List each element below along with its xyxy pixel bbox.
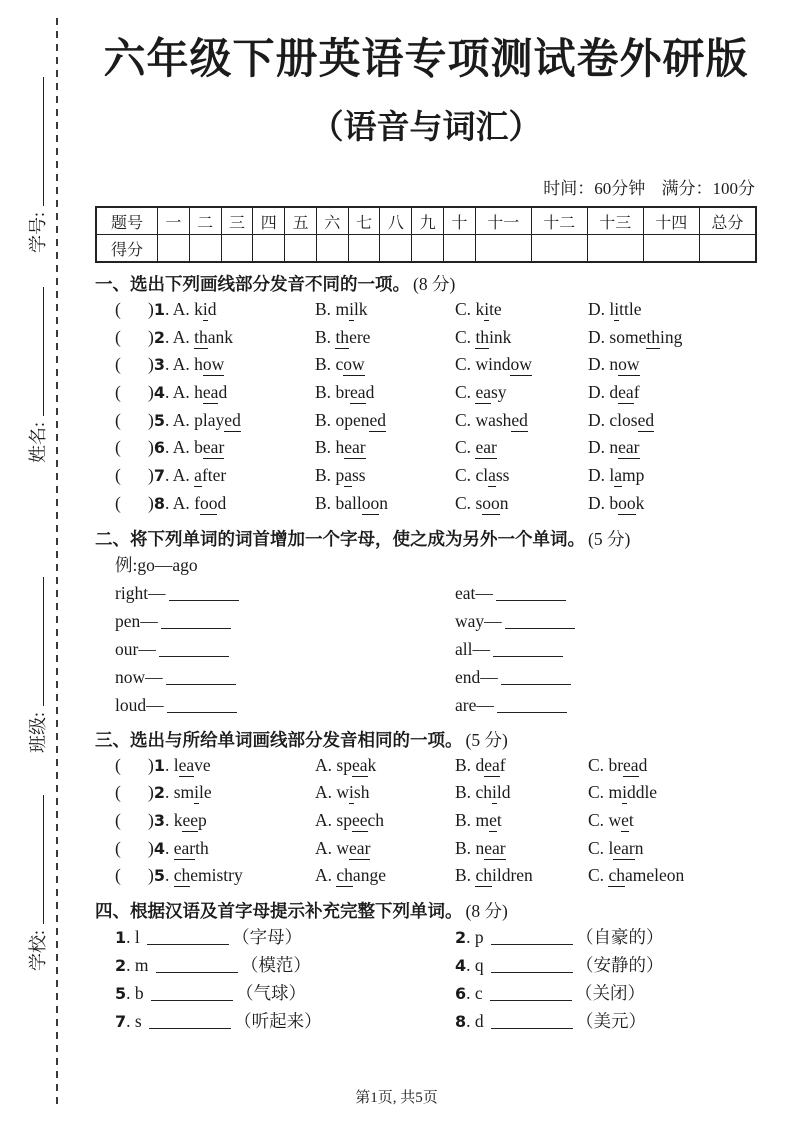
score-table-header-row: [96, 207, 756, 235]
fill-row: [95, 1007, 757, 1035]
option-A: A. wish: [315, 782, 370, 803]
underlined-letters: oo: [361, 492, 380, 513]
option-B: B. cow: [315, 354, 365, 375]
score-cell-empty: [285, 235, 317, 263]
answer-blank: [496, 586, 566, 601]
option-D: D. something: [588, 326, 683, 347]
sidebar-field-label: 姓名:: [28, 421, 48, 463]
word-pair-row: [95, 691, 757, 719]
underlined-letters: a: [194, 465, 202, 486]
question-stem: )4. earth: [148, 837, 209, 858]
option-C: C. window: [455, 354, 532, 375]
underlined-letters: i: [484, 299, 490, 319]
word-pair-row: [95, 635, 757, 663]
score-cell-empty: [412, 235, 444, 263]
option-B: B. pass: [315, 465, 366, 486]
question-stem: )3. keep: [148, 809, 207, 830]
chinese-hint: （气球）: [236, 982, 307, 1003]
score-cell-empty: [587, 235, 643, 263]
option-C: C. learn: [588, 837, 644, 858]
answer-blank: [501, 670, 571, 685]
answer-blank: [149, 1014, 231, 1029]
score-col-4: 四: [253, 207, 285, 235]
score-cell-empty: [189, 235, 221, 263]
chinese-hint: （字母）: [232, 926, 303, 947]
word-pair: way—: [455, 607, 757, 635]
sidebar-field-student-name: [24, 287, 50, 463]
answer-bracket: (: [115, 382, 121, 403]
section-points: (5 分): [465, 729, 508, 750]
underlined-letters: a: [344, 465, 352, 486]
fill-item: 6. c （关闭）: [455, 982, 646, 1003]
underlined-letters: ow: [510, 354, 532, 375]
word-pair: all—: [455, 635, 757, 663]
write-in-line: [29, 77, 44, 206]
question-number: 3: [153, 810, 165, 830]
option-C: C. middle: [588, 782, 658, 803]
underlined-letters: ea: [618, 382, 634, 403]
sidebar-field-student-id: [24, 77, 50, 253]
underlined-letters: ear: [344, 437, 366, 458]
answer-bracket: (: [115, 299, 121, 319]
underlined-letters: oo: [482, 492, 500, 513]
option-C: C. kite: [455, 299, 502, 319]
question-number: 8: [455, 1011, 467, 1031]
word-pair-row: [95, 607, 757, 635]
word-pair: now—: [115, 663, 455, 691]
word-pair: pen—: [115, 607, 455, 635]
option-B: B. opened: [315, 409, 386, 430]
fill-item: 1. l （字母）: [115, 926, 303, 947]
score-cell-empty: [316, 235, 348, 263]
fill-row: [95, 951, 757, 979]
fill-row: [95, 979, 757, 1007]
sidebar-field-class: [24, 577, 50, 753]
score-col-7: 七: [348, 207, 380, 235]
score-col-12: 十二: [531, 207, 587, 235]
underlined-letters: ow: [618, 354, 640, 375]
question-stem: )8. A. food: [148, 492, 227, 513]
underlined-letters: th: [194, 326, 208, 347]
answer-blank: [147, 930, 229, 945]
question-stem: )1. leave: [148, 754, 211, 775]
score-col-13: 十三: [587, 207, 643, 235]
answer-blank: [159, 642, 229, 657]
underlined-letters: ch: [608, 865, 625, 886]
answer-blank: [505, 614, 575, 629]
section-heading: [95, 898, 757, 923]
chinese-hint: （听起来）: [234, 1010, 322, 1031]
answer-bracket: (: [115, 492, 121, 513]
underlined-letters: ea: [350, 382, 366, 403]
question-number: 5: [153, 866, 165, 886]
question-row: [95, 351, 757, 379]
page-subtitle: （语音与词汇）: [310, 110, 542, 146]
underlined-letters: i: [614, 299, 620, 319]
question-number: 1: [153, 755, 165, 775]
underlined-letters: a: [614, 465, 623, 486]
word-pair: right—: [115, 579, 455, 607]
option-B: B. bread: [315, 382, 375, 403]
question-stem: )4. A. head: [148, 382, 228, 403]
answer-blank: [493, 642, 563, 657]
score-cell-empty: [253, 235, 285, 263]
option-C: C. washed: [455, 409, 528, 430]
underlined-letters: ea: [351, 754, 368, 775]
option-C: C. think: [455, 326, 512, 347]
sidebar-field-label: 学号:: [28, 211, 48, 253]
option-D: D. book: [588, 492, 645, 513]
chinese-hint: （模范）: [240, 954, 311, 975]
underlined-letters: i: [622, 782, 627, 803]
chinese-hint: （关闭）: [575, 982, 646, 1003]
section-points: (8 分): [413, 274, 456, 294]
underlined-letters: ear: [613, 837, 635, 858]
word-pair-row: [95, 663, 757, 691]
underlined-letters: ea: [484, 754, 500, 775]
question-stem: )3. A. how: [148, 354, 225, 375]
option-C: C. easy: [455, 382, 507, 403]
answer-blank: [156, 958, 238, 973]
question-row: [95, 296, 757, 324]
underlined-letters: ed: [511, 409, 528, 430]
underlined-letters: ch: [173, 865, 191, 886]
question-stem: )2. smile: [148, 782, 212, 803]
sidebar-field-school: [24, 795, 50, 971]
question-number: 8: [153, 493, 165, 513]
question-row: [95, 779, 757, 807]
score-col-9: 九: [412, 207, 444, 235]
time-limit-label: 时间：60分钟: [543, 179, 646, 198]
answer-blank: [167, 698, 237, 713]
page-title: 六年级下册英语专项测试卷外研版: [103, 37, 749, 83]
question-row: [95, 434, 757, 462]
fill-item: 8. d （美元）: [455, 1010, 647, 1031]
fill-item: 5. b （气球）: [115, 982, 307, 1003]
option-B: B. near: [455, 837, 506, 858]
word-pair: our—: [115, 635, 455, 663]
section-2: [95, 526, 757, 719]
question-stem: )6. A. bear: [148, 437, 225, 458]
underlined-letters: th: [646, 326, 660, 347]
score-table: [95, 206, 757, 263]
option-A: A. change: [315, 865, 386, 886]
question-row: [95, 324, 757, 352]
full-score-label: 满分：100分: [661, 179, 755, 198]
underlined-letters: ear: [475, 437, 497, 458]
question-number: 2: [153, 327, 165, 347]
answer-bracket: (: [115, 754, 121, 775]
underlined-letters: ea: [623, 754, 639, 775]
question-stem: )5. A. played: [148, 409, 241, 430]
answer-blank: [491, 958, 573, 973]
underlined-letters: ea: [178, 754, 195, 775]
score-cell-empty: [531, 235, 587, 263]
chinese-hint: （美元）: [576, 1010, 647, 1031]
answer-bracket: (: [115, 865, 121, 886]
underlined-letters: ear: [484, 837, 506, 858]
score-cell-empty: [221, 235, 253, 263]
answer-bracket: (: [115, 782, 121, 803]
option-C: C. bread: [588, 754, 648, 775]
underlined-letters: a: [488, 465, 496, 486]
option-C: C. ear: [455, 437, 497, 458]
question-stem: )7. A. after: [148, 465, 227, 486]
word-pair: end—: [455, 663, 757, 691]
sidebar-field-label: 班级:: [28, 711, 48, 753]
word-pair: are—: [455, 691, 757, 719]
underlined-letters: i: [202, 299, 208, 319]
section-points: (5 分): [588, 528, 631, 549]
underlined-letters: i: [491, 782, 497, 803]
question-number: 4: [455, 955, 467, 975]
answer-bracket: (: [115, 837, 121, 858]
score-cell-empty: [699, 235, 756, 263]
underlined-letters: ea: [202, 382, 219, 403]
score-col-3: 三: [221, 207, 253, 235]
option-A: A. speech: [315, 809, 385, 830]
option-A: A. wear: [315, 837, 371, 858]
score-cell-empty: [380, 235, 412, 263]
fill-item: 4. q （安静的）: [455, 954, 664, 975]
option-C: C. wet: [588, 809, 634, 830]
section-heading: [95, 271, 757, 296]
score-label: 得分: [96, 235, 158, 263]
word-pair: loud—: [115, 691, 455, 719]
question-number: 4: [153, 838, 165, 858]
underlined-letters: oo: [199, 492, 218, 513]
section-heading: [95, 727, 757, 752]
underlined-letters: e: [621, 809, 629, 830]
underlined-letters: ee: [182, 809, 199, 830]
question-number: 5: [153, 410, 165, 430]
question-row: [95, 379, 757, 407]
question-number: 4: [153, 383, 165, 403]
question-stem: )2. A. thank: [148, 326, 234, 347]
write-in-line: [29, 287, 44, 416]
question-number: 7: [153, 466, 165, 486]
option-B: B. hear: [315, 437, 366, 458]
option-B: B. there: [315, 326, 371, 347]
underlined-letters: e: [489, 809, 497, 830]
option-C: C. chameleon: [588, 865, 685, 886]
option-D: D. lamp: [588, 465, 645, 486]
question-number: 2: [115, 955, 127, 975]
option-C: C. class: [455, 465, 510, 486]
option-D: D. now: [588, 354, 640, 375]
score-table-score-row: [96, 235, 756, 263]
answer-bracket: (: [115, 437, 121, 458]
score-cell-empty: [444, 235, 476, 263]
score-col-11: 十一: [475, 207, 531, 235]
option-B: B. deaf: [455, 754, 506, 775]
question-row: [95, 490, 757, 518]
section-title: 三、选出与所给单词画线部分发音相同的一项。: [95, 730, 463, 751]
underlined-letters: i: [194, 782, 200, 803]
fill-item: 7. s （听起来）: [115, 1010, 322, 1031]
sidebar-field-label: 学校:: [28, 929, 48, 971]
question-number: 6: [153, 438, 165, 458]
question-number: 5: [115, 983, 127, 1003]
option-B: B. child: [455, 782, 511, 803]
answer-blank: [166, 670, 236, 685]
option-B: B. met: [455, 809, 502, 830]
question-number: 1: [153, 300, 165, 319]
answer-bracket: (: [115, 465, 121, 486]
write-in-line: [29, 577, 44, 706]
section-4: [95, 898, 757, 1035]
score-col-6: 六: [316, 207, 348, 235]
score-cell-empty: [643, 235, 699, 263]
score-col-10: 十: [444, 207, 476, 235]
underlined-letters: ea: [475, 382, 491, 403]
underlined-letters: ed: [224, 409, 241, 430]
question-row: [95, 835, 757, 863]
answer-blank: [491, 930, 573, 945]
underlined-letters: i: [349, 782, 354, 803]
underlined-letters: th: [475, 326, 490, 347]
question-number: 1: [115, 927, 127, 947]
section-points: (8 分): [465, 900, 508, 921]
underlined-letters: th: [335, 326, 350, 347]
answer-bracket: (: [115, 809, 121, 830]
option-D: D. closed: [588, 409, 655, 430]
option-A: A. speak: [315, 754, 377, 775]
underlined-letters: ow: [202, 354, 225, 375]
answer-blank: [169, 586, 239, 601]
fill-row: [95, 923, 757, 951]
page-footer: 第1页, 共5页: [355, 1090, 438, 1106]
question-row: [95, 807, 757, 835]
section-title: 二、将下列单词的词首增加一个字母，使之成为另外一个单词。: [95, 529, 585, 550]
option-B: B. children: [455, 865, 533, 886]
underlined-letters: ed: [637, 409, 655, 430]
chinese-hint: （自豪的）: [576, 926, 664, 947]
option-B: B. balloon: [315, 492, 388, 513]
section-title: 一、选出下列画线部分发音不同的一项。: [95, 275, 410, 295]
fill-item: 2. p （自豪的）: [455, 926, 664, 947]
score-col-5: 五: [285, 207, 317, 235]
option-B: B. milk: [315, 299, 368, 319]
option-D: D. near: [588, 437, 640, 458]
score-col-14: 十四: [643, 207, 699, 235]
option-D: D. little: [588, 299, 642, 319]
answer-blank: [161, 614, 231, 629]
question-row: [95, 462, 757, 490]
underlined-letters: i: [349, 299, 354, 319]
answer-blank: [491, 1014, 573, 1029]
option-D: D. deaf: [588, 382, 640, 403]
question-number: 2: [153, 783, 165, 803]
section-1: [95, 271, 757, 518]
underlined-letters: ed: [369, 409, 386, 430]
question-row: [95, 752, 757, 780]
margin-dashed-line: [56, 18, 58, 1106]
underlined-letters: ear: [173, 837, 196, 858]
word-pair: eat—: [455, 579, 757, 607]
score-col-2: 二: [189, 207, 221, 235]
option-C: C. soon: [455, 492, 509, 513]
section-3: [95, 727, 757, 890]
score-col-15: 总分: [699, 207, 756, 235]
answer-blank: [151, 986, 233, 1001]
question-row: [95, 407, 757, 435]
question-number-label: 题号: [96, 207, 158, 235]
underlined-letters: ear: [618, 437, 640, 458]
score-col-1: 一: [158, 207, 190, 235]
paper-content: [95, 0, 757, 1035]
question-number: 3: [153, 355, 165, 375]
question-stem: )5. chemistry: [148, 865, 243, 886]
answer-bracket: (: [115, 326, 121, 347]
section-title: 四、根据汉语及首字母提示补充完整下列单词。: [95, 901, 463, 922]
question-number: 6: [455, 983, 467, 1003]
underlined-letters: ow: [343, 354, 365, 375]
exam-meta: [95, 174, 757, 199]
answer-blank: [497, 698, 567, 713]
answer-bracket: (: [115, 409, 121, 430]
question-stem: )1. A. kid: [148, 299, 217, 319]
score-col-8: 八: [380, 207, 412, 235]
question-row: [95, 862, 757, 890]
question-number: 2: [455, 927, 467, 947]
question-number: 7: [115, 1011, 127, 1031]
underlined-letters: oo: [618, 492, 636, 513]
chinese-hint: （安静的）: [576, 954, 664, 975]
word-pair-row: [95, 579, 757, 607]
section-heading: [95, 526, 757, 551]
fill-item: 2. m （模范）: [115, 954, 311, 975]
answer-blank: [490, 986, 572, 1001]
score-cell-empty: [158, 235, 190, 263]
example-line: 例:go—ago: [115, 554, 198, 575]
write-in-line: [29, 795, 44, 924]
question-sections: [95, 271, 757, 1035]
underlined-letters: ear: [202, 437, 225, 458]
underlined-letters: ee: [351, 809, 368, 830]
underlined-letters: ch: [336, 865, 353, 886]
answer-bracket: (: [115, 354, 121, 375]
score-cell-empty: [475, 235, 531, 263]
underlined-letters: ear: [349, 837, 371, 858]
underlined-letters: ch: [475, 865, 492, 886]
score-cell-empty: [348, 235, 380, 263]
